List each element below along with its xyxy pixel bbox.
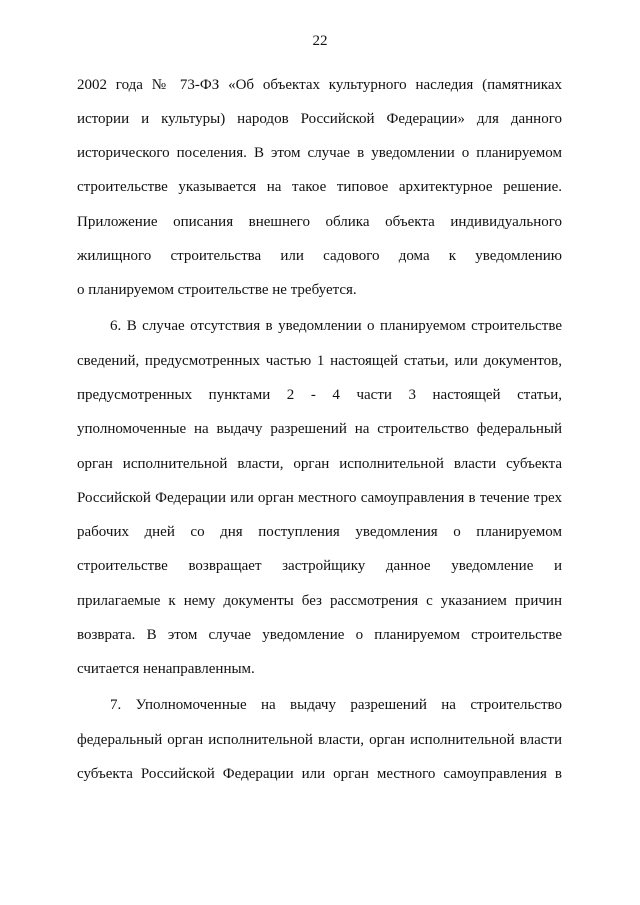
text-line: считается ненаправленным. bbox=[77, 661, 255, 677]
text-line: исторического поселения. В этом случае в уведомлении о планируемом bbox=[77, 145, 562, 161]
text-line: строительстве указывается на такое типовое архитектурное решение. bbox=[77, 179, 562, 195]
text-line: субъекта Российской Федерации или орган местного самоуправления в bbox=[77, 766, 562, 782]
text-line: Российской Федерации или орган местного самоуправления в течение трех bbox=[77, 490, 562, 506]
text-line: орган исполнительной власти, орган исполнительной власти субъекта bbox=[77, 456, 562, 472]
paragraph-6-start: 6. В случае отсутствия в уведомлении о планируемом строительстве bbox=[110, 318, 562, 334]
text-line: уполномоченные на выдачу разрешений на строительство федеральный bbox=[77, 421, 562, 437]
text-line: рабочих дней со дня поступления уведомления о планируемом bbox=[77, 524, 562, 540]
text-line: 2002 года № 73-ФЗ «Об объектах культурного наследия (памятниках bbox=[77, 77, 562, 93]
text-line: предусмотренных пунктами 2 - 4 части 3 настоящей статьи, bbox=[77, 387, 562, 403]
page-number: 22 bbox=[312, 33, 328, 49]
paragraph-7-start: 7. Уполномоченные на выдачу разрешений на строительство bbox=[110, 697, 562, 713]
text-line: жилищного строительства или садового дома к уведомлению bbox=[77, 248, 562, 264]
text-line: Приложение описания внешнего облика объекта индивидуального bbox=[77, 214, 562, 230]
text-line: сведений, предусмотренных частью 1 настоящей статьи, или документов, bbox=[77, 353, 562, 369]
text-line: истории и культуры) народов Российской Федерации» для данного bbox=[77, 111, 562, 127]
text-line: федеральный орган исполнительной власти, орган исполнительной власти bbox=[77, 732, 562, 748]
text-line: о планируемом строительстве не требуется. bbox=[77, 282, 357, 298]
text-line: прилагаемые к нему документы без рассмотрения с указанием причин bbox=[77, 593, 562, 609]
text-line: строительстве возвращает застройщику данное уведомление и bbox=[77, 558, 562, 574]
text-line: возврата. В этом случае уведомление о планируемом строительстве bbox=[77, 627, 562, 643]
